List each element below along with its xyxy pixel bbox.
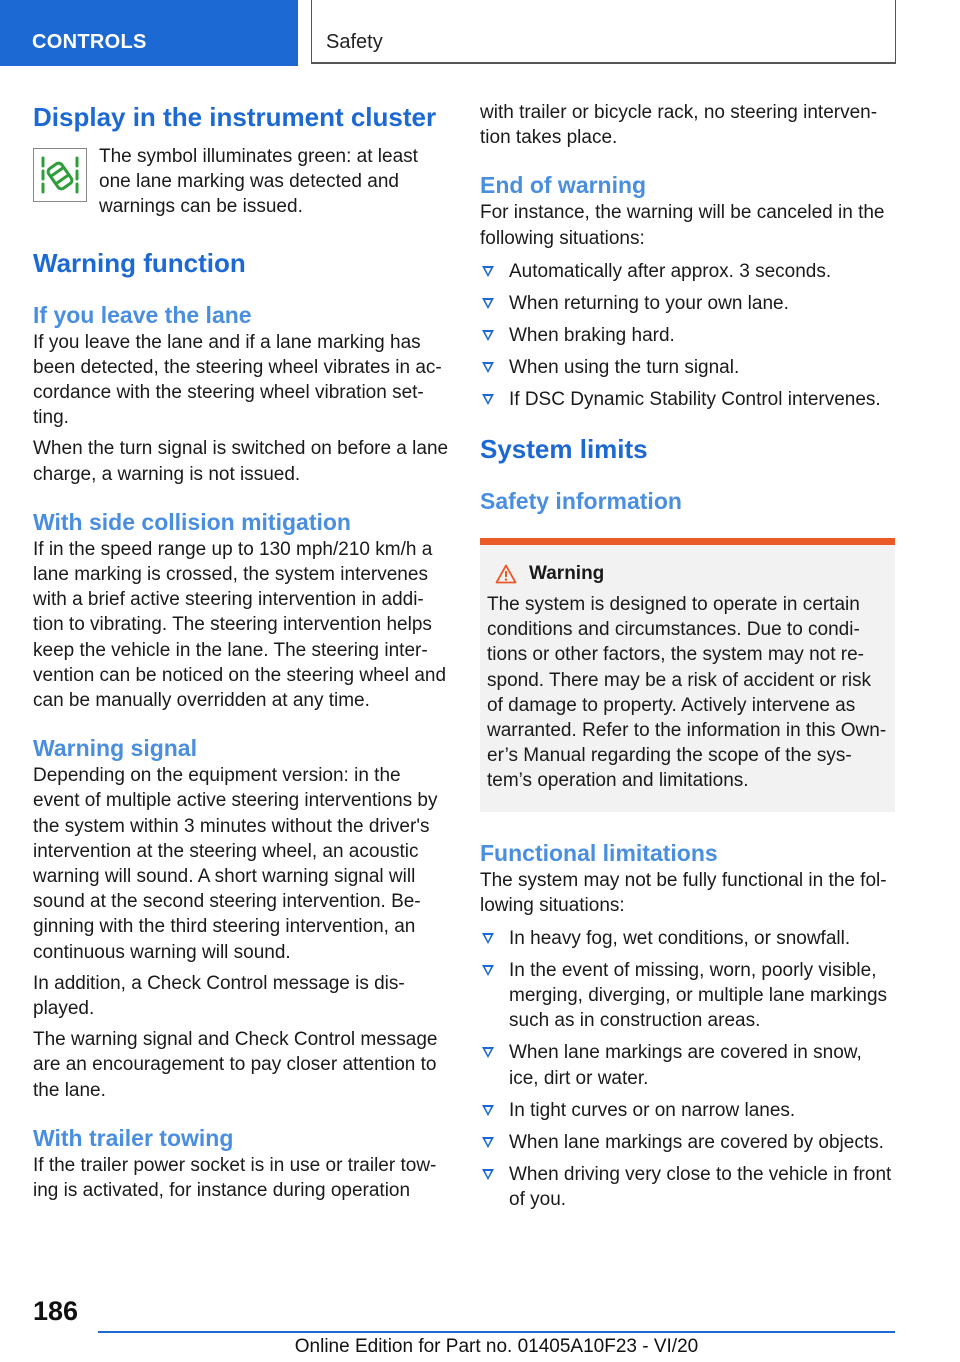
triangle-bullet-icon	[482, 965, 494, 976]
warning-title: Warning	[487, 561, 888, 586]
section-tab: CONTROLS	[0, 0, 298, 66]
trailer-paragraph: If the trailer power socket is in use or trailer tow-ing is activated, for instance during operation	[33, 1154, 437, 1202]
triangle-bullet-icon	[482, 298, 494, 309]
display-symbol-row	[33, 144, 451, 220]
heading-safety-information: Safety information	[480, 488, 682, 515]
end-warning-paragraph: For instance, the warning will be canceled in the following situations:	[480, 202, 885, 249]
heading-side-collision: With side collision mitigation	[33, 508, 351, 535]
display-symbol-text: The symbol illuminates green: at least one lane marking was detected and warnings can be issued.	[99, 146, 418, 218]
end-warning-list	[480, 259, 895, 412]
list-item: In tight curves or on narrow lanes.	[480, 1098, 895, 1123]
functional-list	[480, 926, 895, 1212]
triangle-bullet-icon	[482, 362, 494, 373]
page-number: 186	[33, 1296, 79, 1326]
list-item: When driving very close to the vehicle in front of you.	[480, 1162, 895, 1212]
lane-departure-warning-icon	[33, 148, 87, 202]
heading-display-instrument-cluster: Display in the instrument cluster	[33, 102, 437, 132]
list-item: In heavy fog, wet conditions, or snowfall.	[480, 926, 895, 951]
triangle-bullet-icon	[482, 330, 494, 341]
list-item: When lane markings are covered by objects.	[480, 1130, 895, 1155]
heading-end-of-warning: End of warning	[480, 172, 647, 199]
warning-signal-paragraph-3: The warning signal and Check Control message are an encouragement to pay closer attention to the lane.	[33, 1029, 438, 1101]
page-header	[0, 0, 960, 66]
triangle-bullet-icon	[482, 933, 494, 944]
warning-signal-paragraph-2: In addition, a Check Control message is dis-played.	[33, 972, 405, 1020]
warning-signal-paragraph-1: Depending on the equipment version: in the event of multiple active steering interventions by the system within 3 minutes without the driver's intervention at the steering wheel, an acoustic warning will sound. A short warning signal will sound at the second steering intervention. Be-ginning with the third steering intervention, an continuous warning will sound.	[33, 765, 438, 963]
left-column	[33, 100, 451, 1203]
heading-trailer-towing: With trailer towing	[33, 1124, 234, 1151]
list-item: When braking hard.	[480, 323, 895, 348]
triangle-bullet-icon	[482, 1169, 494, 1180]
list-item: When using the turn signal.	[480, 355, 895, 380]
triangle-bullet-icon	[482, 394, 494, 405]
warning-triangle-icon	[495, 564, 517, 584]
heading-leave-lane: If you leave the lane	[33, 301, 252, 328]
list-item: Automatically after approx. 3 seconds.	[480, 259, 895, 284]
edition-text: Online Edition for Part no. 01405A10F23 - VI/20	[294, 1336, 699, 1357]
heading-functional-limitations: Functional limitations	[480, 839, 718, 866]
triangle-bullet-icon	[482, 1047, 494, 1058]
right-column	[480, 100, 895, 1219]
triangle-bullet-icon	[482, 1137, 494, 1148]
list-item: If DSC Dynamic Stability Control intervenes.	[480, 387, 895, 412]
chapter-title: Safety	[311, 0, 896, 64]
triangle-bullet-icon	[482, 1105, 494, 1116]
list-item: When returning to your own lane.	[480, 291, 895, 316]
triangle-bullet-icon	[482, 266, 494, 277]
continued-paragraph: with trailer or bicycle rack, no steering interven-tion takes place.	[480, 102, 878, 149]
leave-lane-paragraph-1: If you leave the lane and if a lane marking has been detected, the steering wheel vibrates in ac-cordance with the steering wheel vibration set-ting.	[33, 331, 442, 429]
list-item: In the event of missing, worn, poorly visible, merging, diverging, or multiple lane markings such as in construction areas.	[480, 958, 895, 1034]
warning-text: The system is designed to operate in certain conditions and circumstances. Due to condi-tions or other factors, the system may not re-spond. There may be a risk of accident or risk of damage to property. Actively intervene as warranted. Refer to the information in this Own-er’s Manual regarding the scope of the sys-tem’s operation and limitations.	[487, 594, 887, 792]
footer-divider	[98, 1331, 895, 1333]
functional-paragraph: The system may not be fully functional in the fol-lowing situations:	[480, 869, 887, 916]
leave-lane-paragraph-2: When the turn signal is switched on before a lane charge, a warning is not issued.	[33, 438, 449, 485]
list-item: When lane markings are covered in snow, ice, dirt or water.	[480, 1040, 895, 1090]
heading-warning-signal: Warning signal	[33, 735, 197, 762]
warning-box	[480, 538, 895, 812]
heading-warning-function: Warning function	[33, 247, 246, 278]
heading-system-limits: System limits	[480, 434, 648, 465]
side-collision-paragraph: If in the speed range up to 130 mph/210 km/h a lane marking is crossed, the system intervenes with a brief active steering intervention in addi-tion to vibrating. The steering intervention helps keep the vehicle in the lane. The steering inter-vention can be noticed on the steering wheel and can be manually overridden at any time.	[33, 538, 447, 712]
